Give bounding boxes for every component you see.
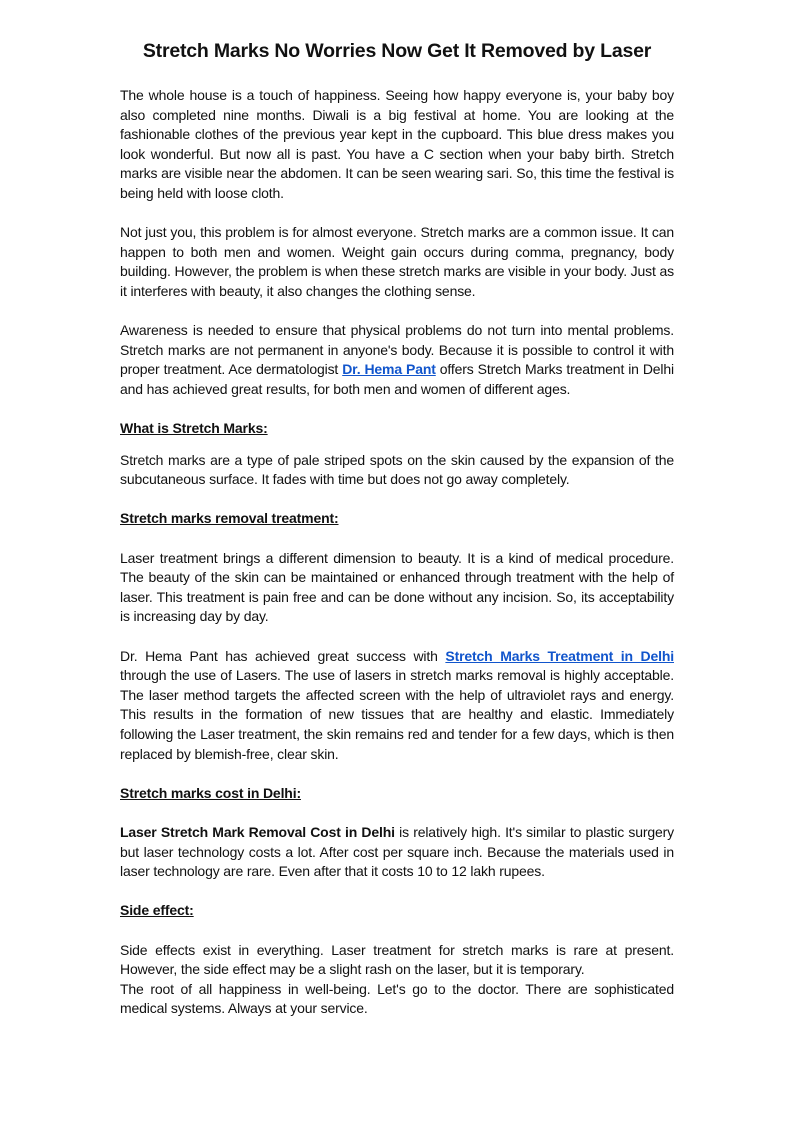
awareness-text-after: offers Stretch Marks treatment in Delhi and has achieved great results, for both men and women of different ages. bbox=[120, 361, 674, 397]
awareness-text-before: Awareness is needed to ensure that physical problems do not turn into mental problems. Stretch marks are not permanent in anyone's body. Because it is possible to control it with proper treatment. Ace dermatologist bbox=[120, 322, 674, 378]
removal-treatment-body: Laser treatment brings a different dimension to beauty. It is a kind of medical procedure. The beauty of the skin can be maintained or enhanced through treatment with the help of laser. This treatment is pain free and can be done without any incision. So, its acceptability is increasing day by day. bbox=[120, 549, 674, 625]
stretch-marks-treatment-link[interactable]: Stretch Marks Treatment in Delhi bbox=[445, 647, 674, 664]
intro-paragraph: The whole house is a touch of happiness. Seeing how happy everyone is, your baby boy also completed nine months. Diwali is a big festival at home. You are looking at the fashionable clothes of the previous year kept in the cupboard. This blue dress makes you look wonderful. But now all is past. You have a C section when your baby birth. Stretch marks are visible near the abdomen. It can be seen wearing sari. So, this time the festival is being held with loose cloth. bbox=[120, 87, 674, 201]
cost-heading: Stretch marks cost in Delhi: bbox=[120, 784, 301, 801]
cost-paragraph bbox=[120, 823, 674, 882]
document-title: Stretch Marks No Worries Now Get It Removed by Laser bbox=[142, 40, 652, 62]
closing-paragraph: The root of all happiness in well-being. Let's go to the doctor. There are sophisticated medical systems. Always at your service. bbox=[120, 980, 674, 1017]
laser-success-paragraph bbox=[120, 647, 674, 765]
cost-body-text: is relatively high. It's similar to plastic surgery but laser technology costs a lot. After cost per square inch. Because the materials used in laser technology are rare. Even after that it costs 10 to 12 lakh rupees. bbox=[120, 823, 674, 880]
laser-text-after: through the use of Lasers. The use of lasers in stretch marks removal is highly acceptable. The laser method targets the affected screen with the help of ultraviolet rays and energy. This results in the formation of new tissues that are healthy and elastic. Immediately following the Laser treatment, the skin remains red and tender for a few days, which is then replaced by blemish-free, clear skin. bbox=[120, 667, 674, 762]
awareness-paragraph bbox=[120, 321, 674, 399]
cost-bold-lead: Laser Stretch Mark Removal Cost in Delhi bbox=[120, 823, 395, 840]
side-effect-body: Side effects exist in everything. Laser treatment for stretch marks is rare at present. However, the side effect may be a slight rash on the laser, but it is temporary. bbox=[120, 941, 674, 978]
removal-treatment-heading: Stretch marks removal treatment: bbox=[120, 510, 339, 527]
problem-paragraph: Not just you, this problem is for almost everyone. Stretch marks are a common issue. It can happen to both men and women. Weight gain occurs during comma, pregnancy, body building. However, the problem is when these stretch marks are visible in your body. Just as it interferes with beauty, it also changes the clothing sense. bbox=[120, 224, 674, 299]
laser-text-before: Dr. Hema Pant has achieved great success with bbox=[120, 647, 446, 664]
dr-hema-pant-link[interactable]: Dr. Hema Pant bbox=[342, 361, 436, 378]
what-is-stretch-marks-heading: What is Stretch Marks: bbox=[120, 420, 268, 437]
side-effect-heading: Side effect: bbox=[120, 902, 194, 919]
what-is-stretch-marks-body: Stretch marks are a type of pale striped spots on the skin caused by the expansion of the subcutaneous surface. It fades with time but does not go away completely. bbox=[120, 451, 674, 488]
